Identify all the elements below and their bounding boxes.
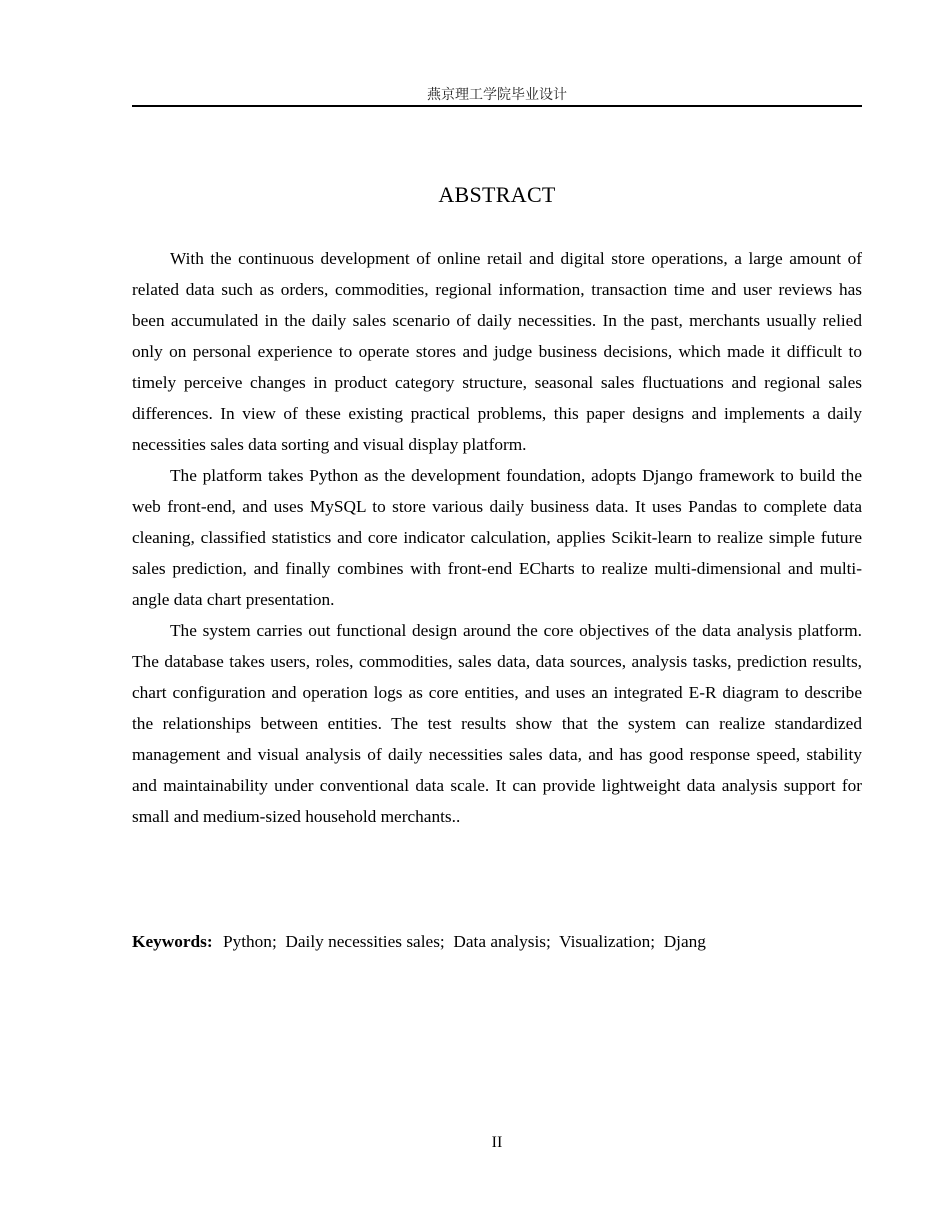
keywords-label: Keywords:: [132, 932, 213, 951]
keywords-line: [132, 926, 862, 957]
abstract-paragraph: The platform takes Python as the development foundation, adopts Django framework to build the web front-end, and uses MySQL to store various daily business data. It uses Pandas to complete data cleaning, classified statistics and core indicator calculation, applies Scikit-learn to realize simple future sales prediction, and finally combines with front-end ECharts to realize multi-dimensional and multi-angle data chart presentation.: [132, 466, 862, 609]
keyword-item: Djang: [663, 932, 706, 951]
abstract-paragraph: The system carries out functional design around the core objectives of the data analysis platform. The database takes users, roles, commodities, sales data, data sources, analysis tasks, prediction results, chart configuration and operation logs as core entities, and uses an integrated E-R diagram to describe the relationships between entities. The test results show that the system can realize standardized management and visual analysis of daily necessities sales data, and has good response speed, stability and maintainability under conventional data scale. It can provide lightweight data analysis support for small and medium-sized household merchants..: [132, 621, 862, 826]
header-text: 燕京理工学院毕业设计: [427, 87, 567, 103]
keyword-item: Data analysis;: [453, 932, 551, 951]
keyword-item: Python;: [222, 932, 277, 951]
abstract-body: [132, 243, 862, 832]
page-number: II: [491, 1134, 503, 1151]
keyword-item: Daily necessities sales;: [285, 932, 445, 951]
page-header: [132, 86, 862, 107]
abstract-paragraph: With the continuous development of online retail and digital store operations, a large amount of related data such as orders, commodities, regional information, transaction time and user reviews has been accumulated in the daily sales scenario of daily necessities. In the past, merchants usually relied only on personal experience to operate stores and judge business decisions, which made it difficult to timely perceive changes in product category structure, seasonal sales fluctuations and regional sales differences. In view of these existing practical problems, this paper designs and implements a daily necessities sales data sorting and visual display platform.: [132, 249, 862, 454]
keyword-item: Visualization;: [559, 932, 656, 951]
abstract-title: ABSTRACT: [438, 182, 556, 207]
